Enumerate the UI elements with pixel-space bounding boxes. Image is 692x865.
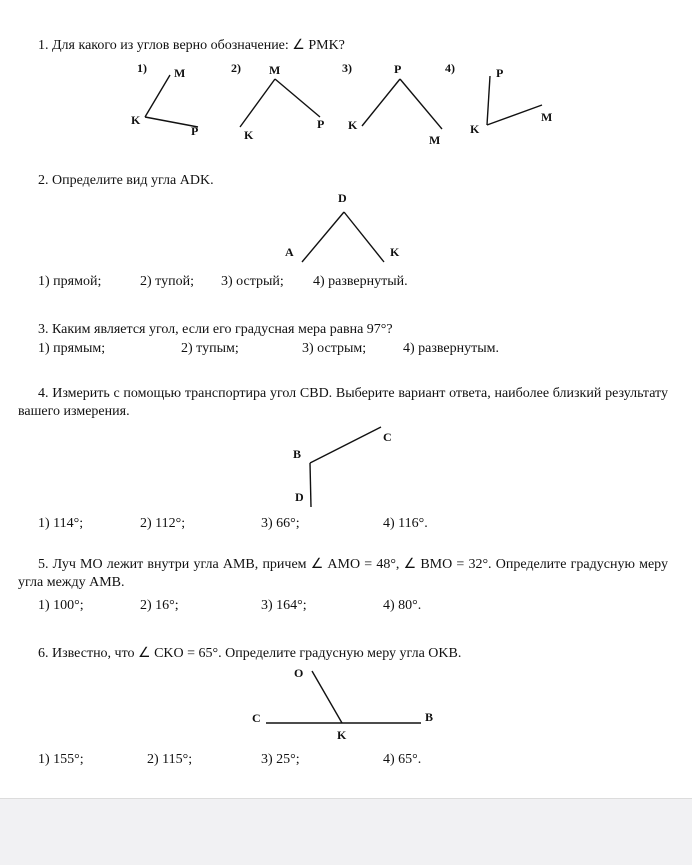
point-label: M xyxy=(429,133,441,147)
point-label: D xyxy=(295,490,304,504)
q3-answer-1: 1) прямым; xyxy=(38,341,106,356)
q5-answer-3: 3) 164°; xyxy=(261,598,307,613)
q2-answer-4: 4) развернутый. xyxy=(313,274,408,289)
point-label: D xyxy=(338,191,347,205)
q3-answer-4: 4) развернутым. xyxy=(403,341,500,356)
question-5-text: 5. Луч MO лежит внутри угла AMB, причем ∠ AMO = 48°, ∠ BMO = 32°. Определите градусную меру угла между AMB. xyxy=(18,557,668,590)
point-label: K xyxy=(470,122,480,136)
q3-answer-2: 2) тупым; xyxy=(181,341,239,356)
point-label: B xyxy=(425,710,434,724)
point-label: M xyxy=(174,66,186,80)
point-label: P xyxy=(191,124,199,138)
q4-answer-3: 3) 66°; xyxy=(261,516,300,531)
q6-answer-4: 4) 65°. xyxy=(383,752,422,767)
point-label: K xyxy=(390,245,400,259)
point-label: M xyxy=(541,110,553,124)
q6-answer-3: 3) 25°; xyxy=(261,752,300,767)
option-number: 4) xyxy=(445,61,455,75)
q5-answer-1: 1) 100°; xyxy=(38,598,84,613)
point-label: P xyxy=(394,62,402,76)
point-label: K xyxy=(348,118,358,132)
q4-answer-2: 2) 112°; xyxy=(140,516,186,531)
point-label: P xyxy=(496,66,504,80)
q5-answer-4: 4) 80°. xyxy=(383,598,422,613)
point-label: K xyxy=(244,128,254,142)
point-label: O xyxy=(294,666,304,680)
page-divider xyxy=(0,798,692,799)
q2-answer-3: 3) острый; xyxy=(221,274,284,289)
q2-answer-1: 1) прямой; xyxy=(38,274,102,289)
point-label: B xyxy=(293,447,302,461)
question-6-text: 6. Известно, что ∠ CKO = 65°. Определите градусную меру угла OKB. xyxy=(38,646,462,661)
point-label: M xyxy=(269,63,281,77)
point-label: K xyxy=(337,728,347,742)
q4-answer-4: 4) 116°. xyxy=(383,516,428,531)
q6-answer-1: 1) 155°; xyxy=(38,752,84,767)
question-2-text: 2. Определите вид угла ADK. xyxy=(38,173,214,188)
point-label: K xyxy=(131,113,141,127)
point-label: C xyxy=(252,711,261,725)
q3-answer-3: 3) острым; xyxy=(302,341,367,356)
q6-answer-2: 2) 115°; xyxy=(147,752,193,767)
point-label: P xyxy=(317,117,325,131)
question-4-text: 4. Измерить с помощью транспортира угол CBD. Выберите вариант ответа, наиболее близкий результату вашего измерения. xyxy=(18,386,668,419)
question-3-text: 3. Каким является угол, если его градусная мера равна 97°? xyxy=(38,322,393,337)
option-number: 3) xyxy=(342,61,352,75)
q4-answer-1: 1) 114°; xyxy=(38,516,84,531)
option-number: 2) xyxy=(231,61,241,75)
point-label: A xyxy=(285,245,294,259)
option-number: 1) xyxy=(137,61,147,75)
point-label: C xyxy=(383,430,392,444)
q2-answer-2: 2) тупой; xyxy=(140,274,194,289)
question-1-text: 1. Для какого из углов верно обозначение: ∠ PMK? xyxy=(38,38,345,53)
q5-answer-2: 2) 16°; xyxy=(140,598,179,613)
